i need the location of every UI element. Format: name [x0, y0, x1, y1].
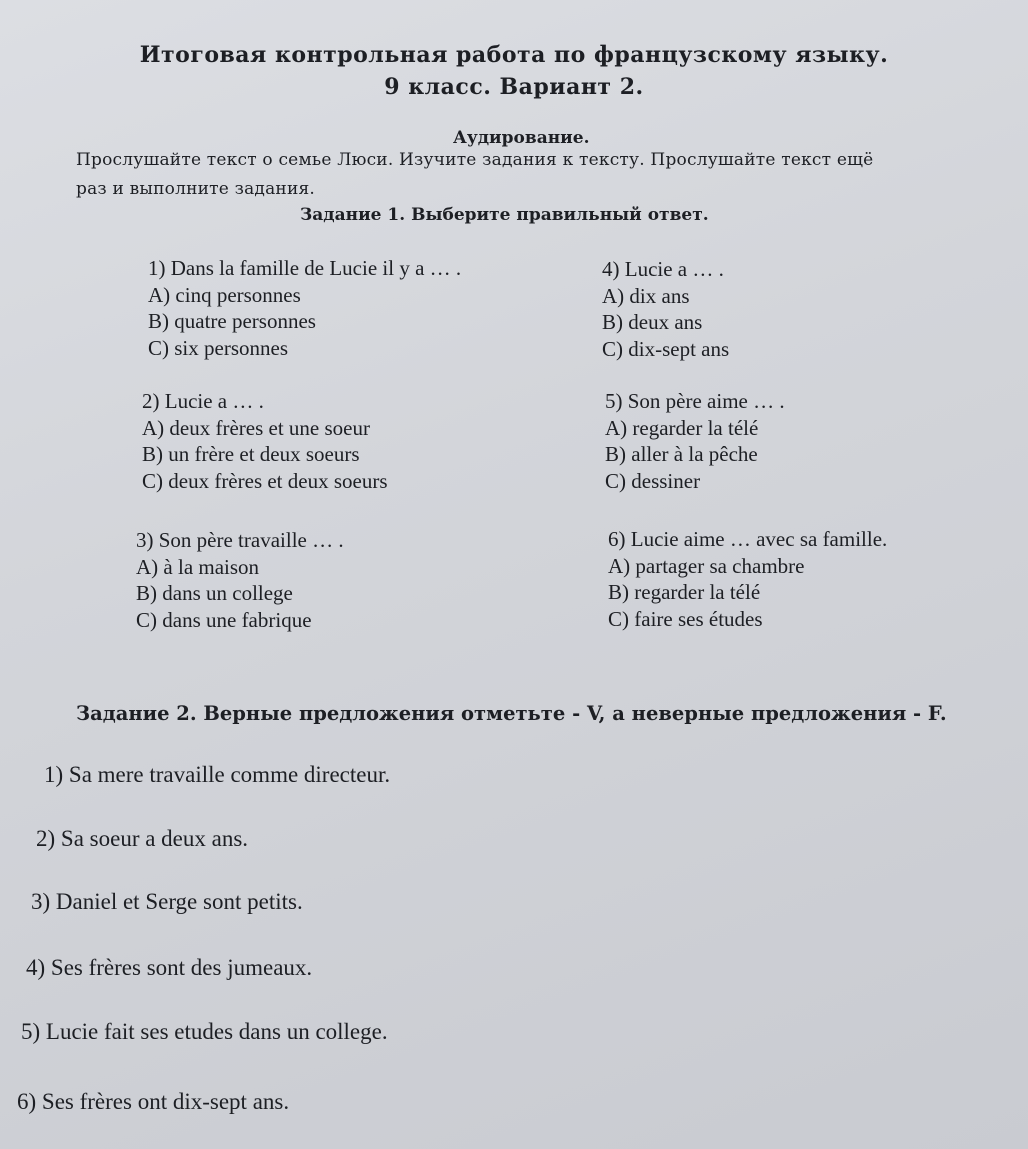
answer-option: B) un frère et deux soeurs: [142, 442, 360, 466]
answer-option: A) partager sa chambre: [608, 553, 805, 578]
question-text: 3) Son père travaille … .: [136, 528, 344, 552]
question-text: 4) Lucie a … .: [602, 257, 724, 281]
answer-option: C) deux frères et deux soeurs: [142, 468, 388, 493]
answer-option: B) dans un college: [136, 581, 293, 605]
question-block: [142, 388, 388, 494]
answer-option: C) six personnes: [148, 335, 288, 360]
answer-option: B) deux ans: [602, 310, 703, 334]
instructions-line-2: раз и выполните задания.: [76, 179, 316, 199]
statement: 5) Lucie fait ses etudes dans un college.: [21, 1019, 388, 1044]
question-block: [605, 388, 785, 494]
answer-option: C) dessiner: [605, 468, 701, 493]
statement: 2) Sa soeur a deux ans.: [36, 826, 249, 851]
answer-option: A) dix ans: [602, 283, 690, 308]
answer-option: C) faire ses études: [608, 606, 763, 631]
answer-option: A) cinq personnes: [148, 282, 301, 307]
answer-option: A) deux frères et une soeur: [142, 415, 370, 440]
answer-option: C) dix-sept ans: [602, 336, 730, 361]
statement: 3) Daniel et Serge sont petits.: [31, 889, 303, 914]
question-block: [136, 527, 344, 633]
answer-option: A) à la maison: [136, 554, 260, 579]
answer-option: B) regarder la télé: [608, 580, 761, 604]
answer-option: B) aller à la pêche: [605, 442, 758, 466]
listening-heading: Аудирование.: [453, 128, 590, 148]
question-block: [148, 255, 461, 361]
question-block: [602, 256, 729, 362]
title-line-1: Итоговая контрольная работа по французскому языку.: [139, 42, 889, 68]
task1-heading: Задание 1. Выберите правильный ответ.: [300, 205, 709, 225]
statement: 1) Sa mere travaille comme directeur.: [44, 762, 391, 787]
answer-option: B) quatre personnes: [148, 309, 316, 333]
title-line-2: 9 класс. Вариант 2.: [384, 74, 644, 100]
task2-heading: Задание 2. Верные предложения отметьте - V, а неверные предложения - F.: [76, 702, 947, 725]
question-block: [608, 526, 887, 632]
statement: 6) Ses frères ont dix-sept ans.: [17, 1089, 290, 1114]
question-text: 5) Son père aime … .: [605, 389, 785, 413]
question-text: 1) Dans la famille de Lucie il y a … .: [148, 256, 462, 280]
instructions-line-1: Прослушайте текст о семье Люси. Изучите задания к тексту. Прослушайте текст ещё: [76, 150, 874, 170]
question-text: 6) Lucie aime … avec sa famille.: [608, 527, 888, 551]
answer-option: C) dans une fabrique: [136, 607, 312, 632]
statement: 4) Ses frères sont des jumeaux.: [26, 955, 313, 980]
answer-option: A) regarder la télé: [605, 415, 759, 440]
question-text: 2) Lucie a … .: [142, 389, 264, 413]
